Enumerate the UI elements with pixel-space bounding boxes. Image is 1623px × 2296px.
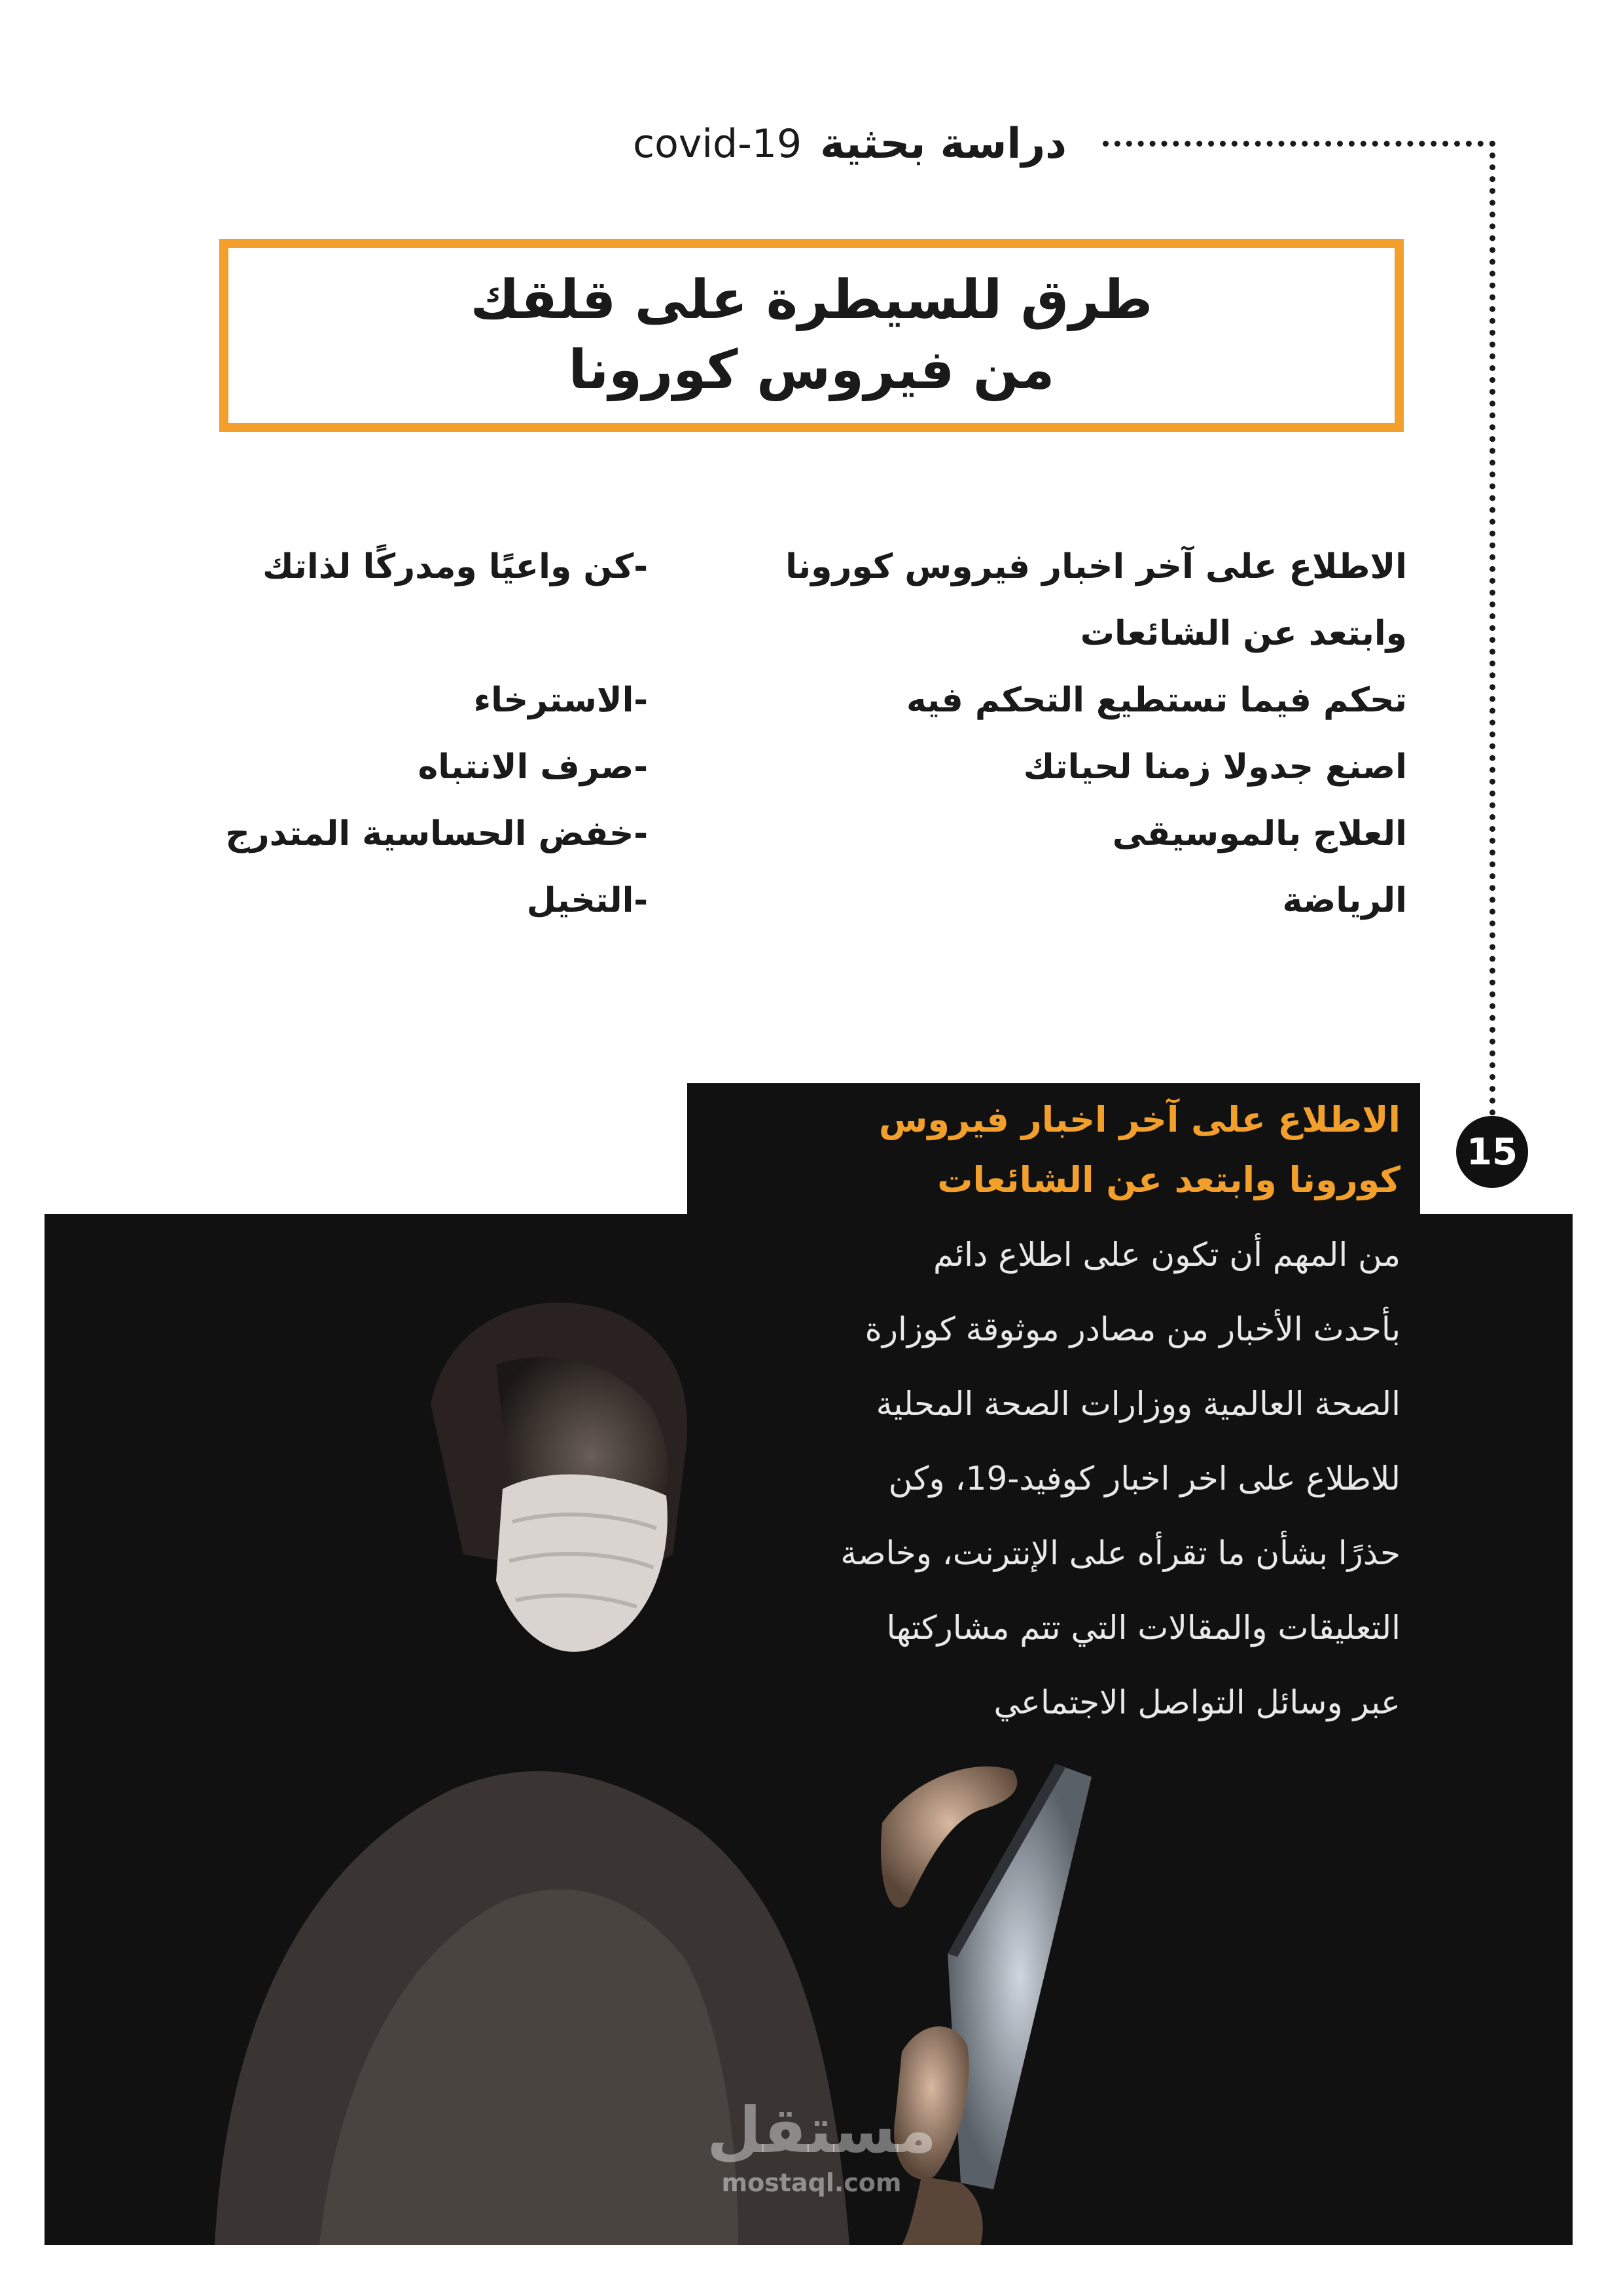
list-item: وابتعد عن الشائعات xyxy=(1080,614,1407,653)
list-item: الرياضة xyxy=(1282,881,1407,920)
article-line: التعليقات والمقالات التي تتم مشاركتها xyxy=(886,1609,1400,1647)
dotted-connector-horizontal xyxy=(1103,141,1495,147)
list-item: -التخيل xyxy=(526,881,648,920)
list-item: اصنع جدولا زمنا لحياتك xyxy=(1023,747,1407,787)
article-heading-line-1: الاطلاع على آخر اخبار فيروس xyxy=(878,1099,1400,1140)
article-line: الصحة العالمية ووزارات الصحة المحلية xyxy=(876,1385,1400,1423)
title-box xyxy=(219,239,1404,432)
article-heading-line-2: كورونا وابتعد عن الشائعات xyxy=(937,1159,1400,1200)
article-line: حذرًا بشأن ما تقرأه على الإنترنت، وخاصة xyxy=(840,1534,1400,1572)
list-left xyxy=(164,533,648,934)
list-right xyxy=(753,533,1407,934)
article-line: عبر وسائل التواصل الاجتماعي xyxy=(993,1683,1400,1721)
watermark-logo: مستقل xyxy=(707,2094,937,2167)
title-line-2: من فيروس كورونا xyxy=(568,338,1055,401)
dotted-connector-vertical xyxy=(1489,141,1495,1116)
list-item: العلاج بالموسيقى xyxy=(1112,814,1407,853)
watermark xyxy=(707,2094,937,2232)
article-body xyxy=(687,1217,1420,1740)
header xyxy=(543,108,1067,180)
list-item: -الاسترخاء xyxy=(473,681,648,720)
list-item: -كن واعيًا ومدركًا لذاتك xyxy=(262,547,648,586)
article-line: للاطلاع على اخر اخبار كوفيد-19، وكن xyxy=(888,1460,1400,1498)
header-tag: covid-19 xyxy=(633,121,802,167)
page-number-badge: 15 xyxy=(1456,1116,1528,1188)
watermark-site: mostaql.com xyxy=(721,2168,902,2197)
article-line: بأحدث الأخبار من مصادر موثوقة كوزارة xyxy=(865,1310,1400,1348)
header-study-label: دراسة بحثية xyxy=(820,120,1067,168)
list-item: -خفض الحساسية المتدرج xyxy=(225,814,648,853)
list-item: -صرف الانتباه xyxy=(418,747,648,787)
title-line-1: طرق للسيطرة على قلقك xyxy=(470,268,1153,331)
list-item: الاطلاع على آخر اخبار فيروس كورونا xyxy=(785,547,1407,586)
list-item: تحكم فيما تستطيع التحكم فيه xyxy=(906,681,1407,720)
article-line: من المهم أن تكون على اطلاع دائم xyxy=(933,1236,1400,1274)
article-heading xyxy=(687,1083,1420,1214)
